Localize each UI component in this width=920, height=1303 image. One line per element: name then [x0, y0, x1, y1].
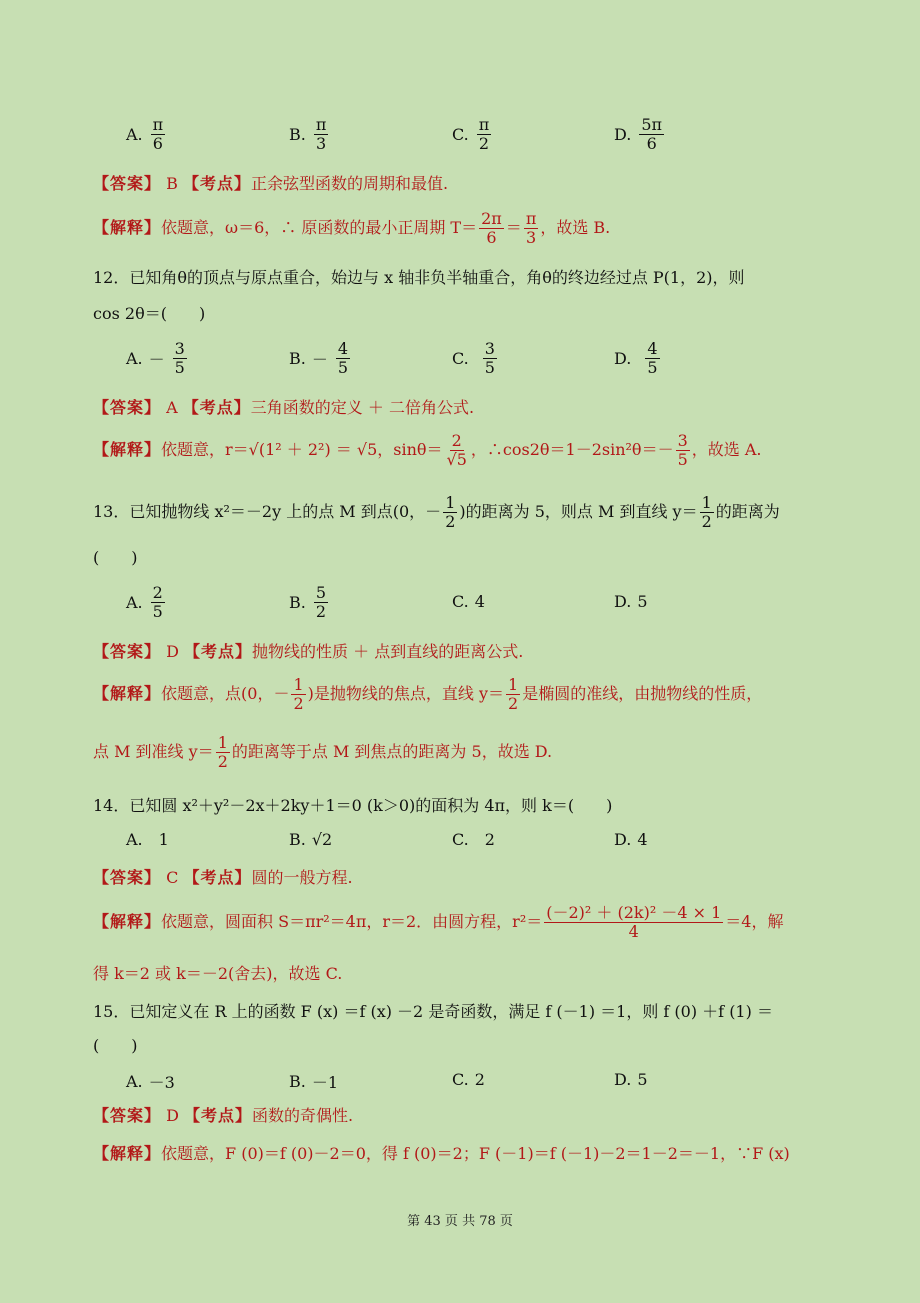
page-footer: 第 43 页 共 78 页 [407, 1214, 513, 1229]
q14-option-c: C. 2 [452, 830, 495, 849]
q13-explanation: 【解释】 依题意，点 (0，－ $\frac{1}{2}$ ) 是抛物线的焦点，直线 y＝ $\frac{1}{2}$ 是椭圆的准线，由抛物线的性质， [93, 675, 763, 713]
answer-tag: 【答案】 [93, 174, 162, 193]
q14-option-a: A. 1 [126, 830, 169, 849]
explain-text: 依题意，ω＝6，∴ 原函数的最小正周期 T＝ [161, 218, 478, 238]
q12-stem-cont: cos 2θ＝( ) [93, 304, 206, 323]
q15-stem: 15．已知定义在 R 上的函数 F (x) ＝f (x) －2 是奇函数，满足 f (－1) ＝1，则 f (0) ＋f (1) ＝ [93, 1002, 773, 1021]
q12-option-d: D. $\frac{4}{5}$ [614, 339, 658, 377]
q13-option-b: B. $\frac{5}{2}$ [289, 583, 327, 621]
q14-option-d: D. 4 [614, 830, 648, 849]
q12-option-a: A. － $\frac{3}{5}$ [126, 339, 185, 377]
q15-option-a: A. －3 [126, 1072, 175, 1092]
option-label: B. [289, 124, 306, 144]
q14-explanation: 【解释】 依题意，圆面积 S＝πr²＝4π，r＝2．由圆方程，r²＝ $\frac{\text{(－2)² ＋ (2k)² －4 × 1}}{4}$ ＝4，解 [93, 903, 784, 941]
q14-stem: 14．已知圆 x²＋y²－2x＋2ky＋1＝0 (k＞0)的面积为 4π，则 k＝( ) [93, 796, 613, 815]
q11-option-c [452, 116, 493, 152]
q11-option-d [614, 116, 666, 152]
option-fraction: $\frac{5\pi}{6}$ [641, 115, 663, 153]
q15-option-b: B. －1 [289, 1072, 339, 1092]
q15-option-d: D. 5 [614, 1070, 648, 1089]
option-label: D. [614, 124, 632, 144]
q13-stem: 13．已知抛物线 x²＝－2y 上的点 M 到点 (0，－ $\frac{1}{2}$ ) 的距离为 5，则点 M 到直线 y＝ $\frac{1}{2}$ 的距离为 [93, 493, 780, 531]
q14-answer-line: 【答案】 C 【考点】圆的一般方程. [93, 868, 353, 887]
explain-text: ，故选 B. [540, 218, 611, 238]
q11-option-a [126, 116, 167, 152]
option-fraction: $\frac{\pi}{2}$ [478, 115, 490, 153]
q12-explanation: 【解释】 依题意，r＝√(1² ＋ 2²) ＝ √5，sinθ＝ $\frac{2}{√5}$ ，∴cos2θ＝1－2sin²θ＝－ $\frac{3}{5}$ ，故选 A. [93, 431, 762, 469]
q11-option-b [289, 116, 330, 152]
q13-option-a: A. $\frac{2}{5}$ [126, 583, 163, 621]
q14-explanation-cont: 得 k＝2 或 k＝－2(舍去)，故选 C. [93, 964, 343, 983]
q11-answer-line [93, 172, 830, 196]
point-text: 正余弦型函数的周期和最值. [250, 174, 449, 193]
point-tag: 【考点】 [182, 174, 251, 193]
q15-explanation: 【解释】依题意，F (0)＝f (0)－2＝0，得 f (0)＝2；F (－1)＝f (－1)－2＝1－2＝－1，∵F (x) [93, 1144, 790, 1163]
explain-fraction: $\frac{2\pi}{6}$ [481, 209, 502, 247]
q14-option-b: B. √2 [289, 830, 333, 849]
q13-option-c: C. 4 [452, 592, 485, 611]
q11-explanation: 【解释】 依题意，ω＝6，∴ 原函数的最小正周期 T＝ $\frac{2\pi}{6}$ ＝ $\frac{\pi}{3}$ ，故选 B. [93, 209, 611, 247]
q12-option-b: B. － $\frac{4}{5}$ [289, 339, 349, 377]
q15-answer-line: 【答案】 D 【考点】函数的奇偶性. [93, 1106, 354, 1125]
option-fraction: $\frac{\pi}{3}$ [315, 115, 327, 153]
option-label: C. [452, 124, 469, 144]
q13-explanation-cont: 点 M 到准线 y＝ $\frac{1}{2}$ 的距离等于点 M 到焦点的距离为 5，故选 D. [93, 733, 553, 771]
explain-fraction: $\frac{\pi}{3}$ [525, 209, 537, 247]
q15-option-c: C. 2 [452, 1070, 485, 1089]
q13-answer-line: 【答案】 D 【考点】抛物线的性质 ＋ 点到直线的距离公式. [93, 642, 524, 661]
option-label: A. [126, 124, 143, 144]
q13-option-d: D. 5 [614, 592, 648, 611]
explain-tag: 【解释】 [93, 218, 162, 238]
option-fraction: $\frac{\pi}{6}$ [152, 115, 164, 153]
q15-stem-cont: ( ) [93, 1036, 138, 1055]
answer-value: B [166, 174, 178, 193]
q13-stem-cont: ( ) [93, 548, 138, 567]
q12-stem: 12．已知角θ的顶点与原点重合，始边与 x 轴非负半轴重合，角θ的终边经过点 P(1，2)，则 [93, 268, 745, 287]
q12-answer-line: 【答案】 A 【考点】三角函数的定义 ＋ 二倍角公式. [93, 398, 475, 417]
q12-option-c: C. $\frac{3}{5}$ [452, 339, 495, 377]
